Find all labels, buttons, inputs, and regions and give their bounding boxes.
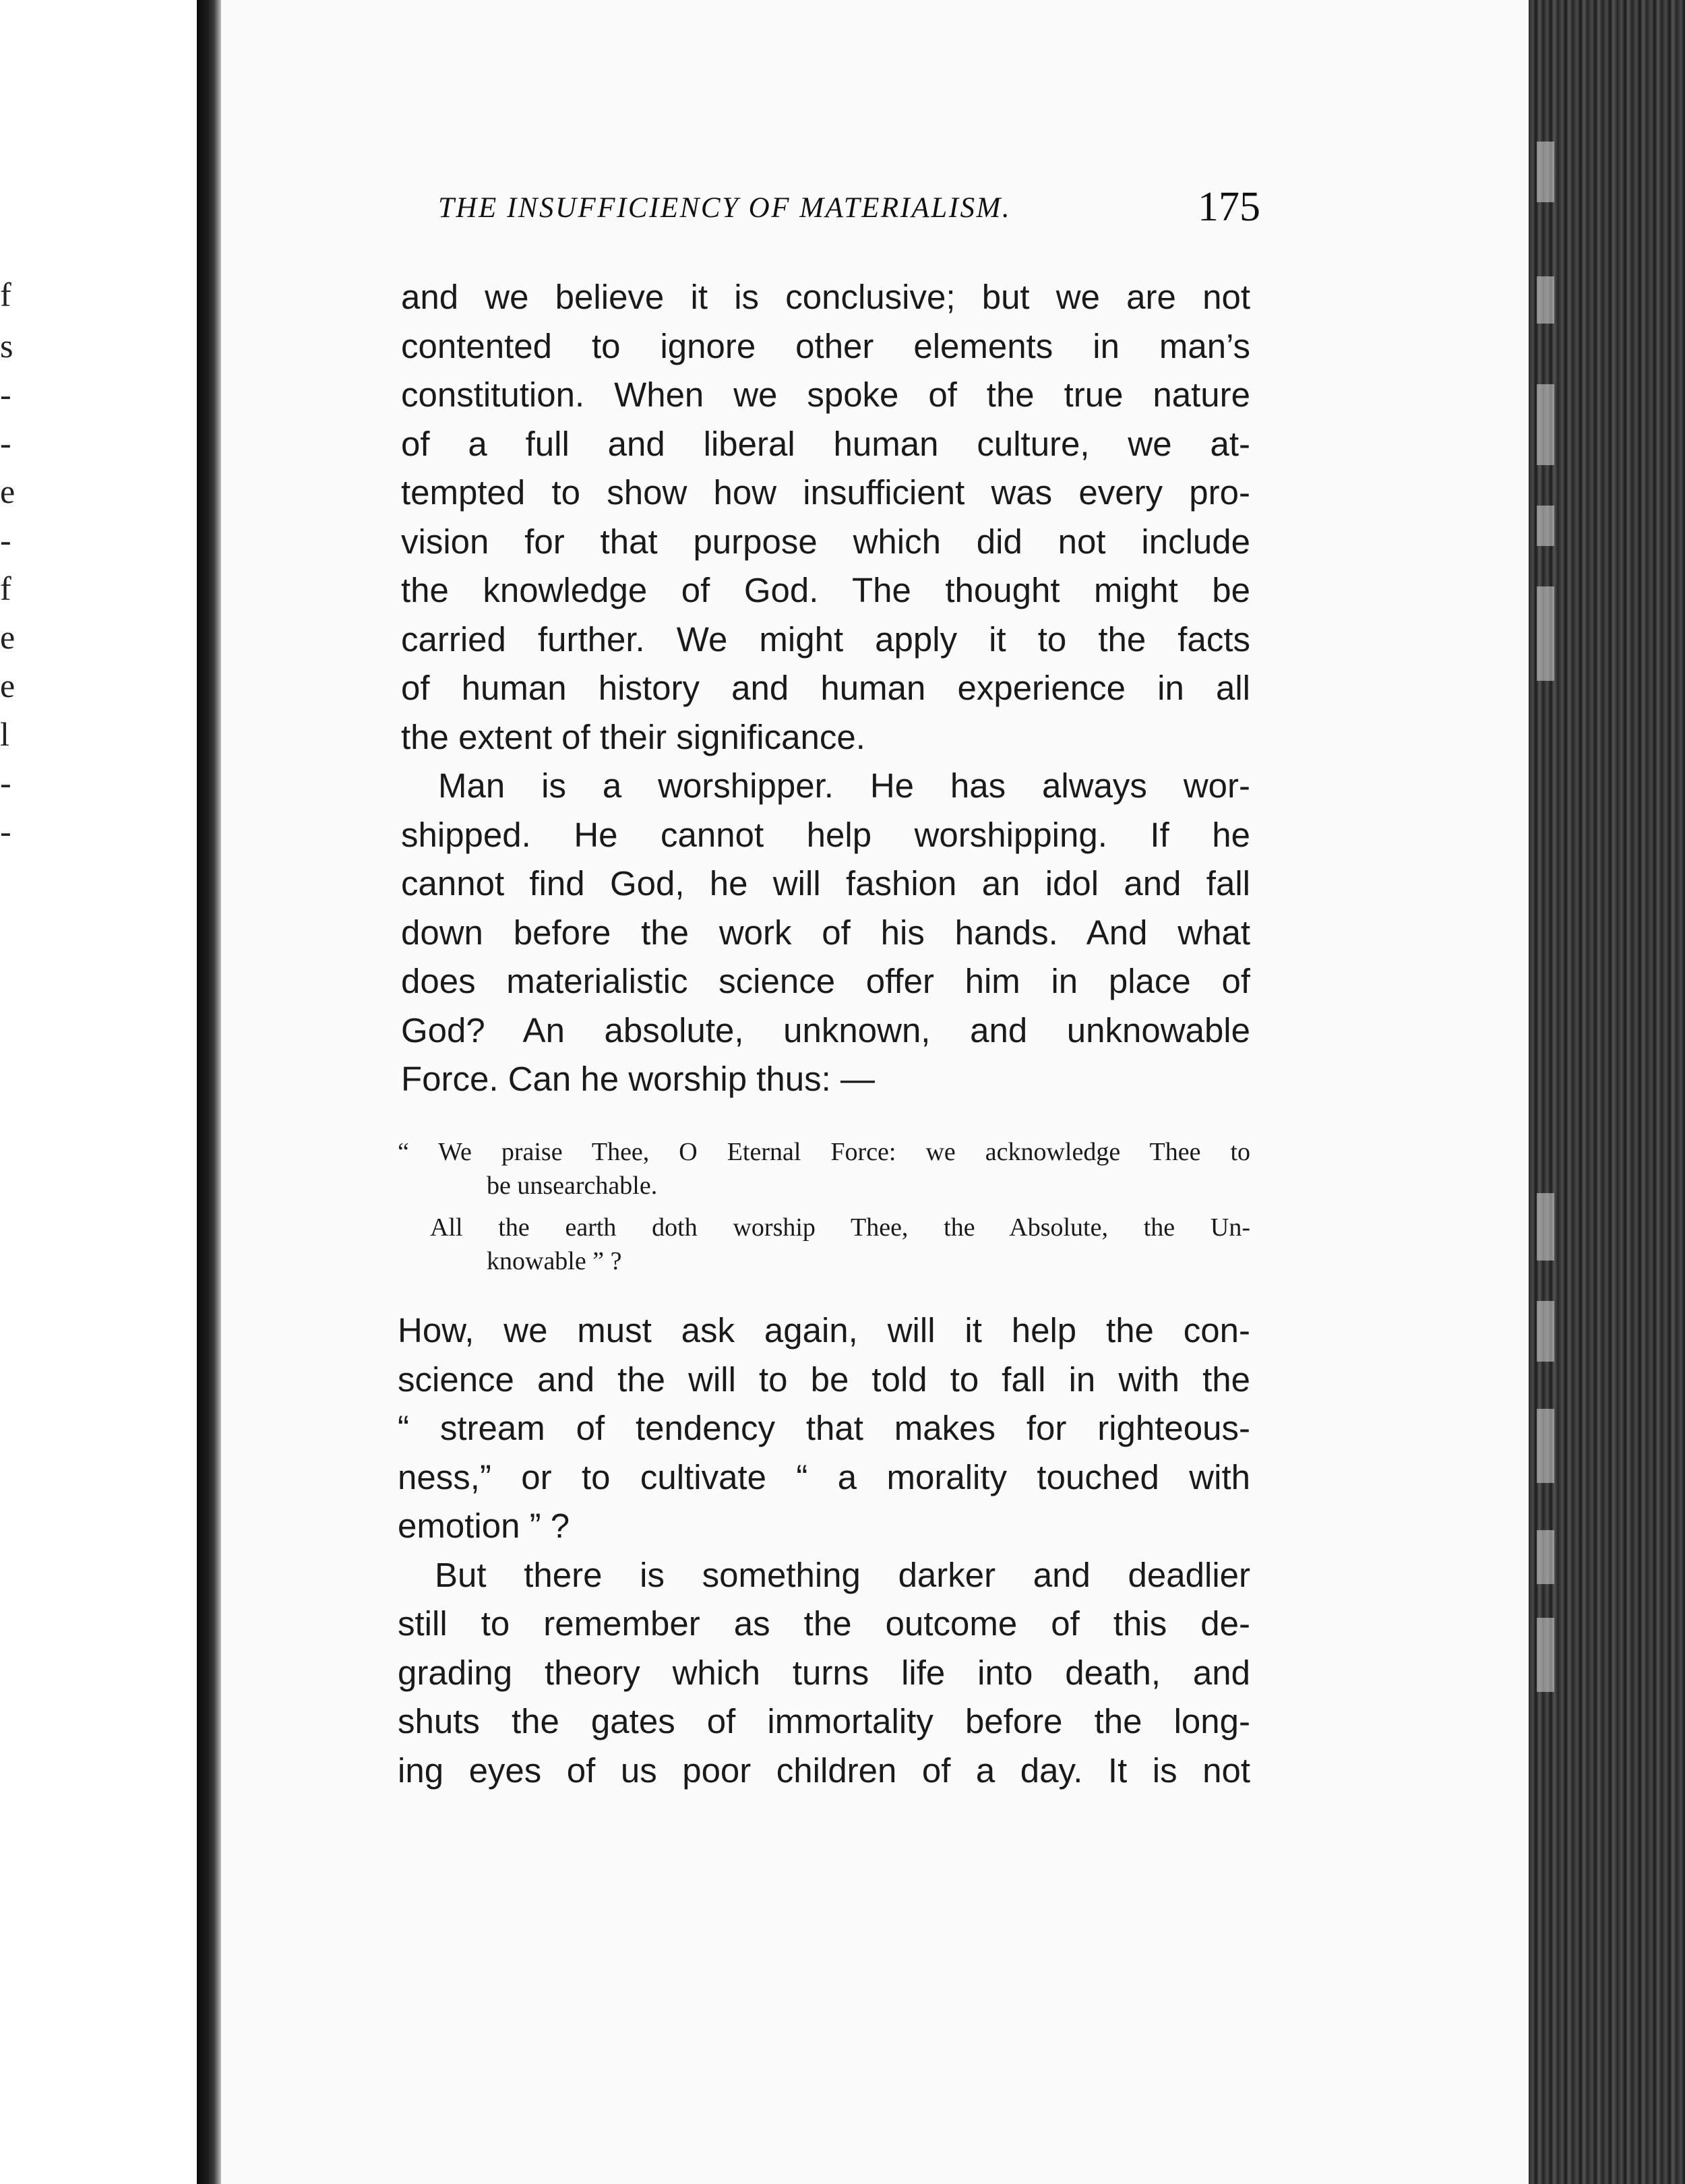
quote-line: knowable ” ? [487, 1247, 622, 1275]
page-number: 175 [1198, 184, 1260, 230]
margin-char: l [0, 715, 9, 753]
text-line: How, we must ask again, will it help the con- [398, 1311, 1250, 1349]
quote-line: “ We praise Thee, O Eternal Force: we acknowledge Thee to [398, 1138, 1250, 1166]
running-head-title: THE INSUFFICIENCY OF MATERIALISM. [438, 192, 1012, 224]
margin-char: f [0, 276, 11, 313]
running-head [438, 184, 1260, 241]
text-line: God? An absolute, unknown, and unknowable [401, 1010, 1250, 1050]
text-line: But there is something darker and deadlier [435, 1555, 1250, 1594]
text-line: emotion ” ? [398, 1507, 570, 1545]
text-line: science and the will to be told to fall in with the [398, 1360, 1250, 1399]
margin-char: s [0, 327, 13, 365]
facing-page-margin-text [0, 0, 20, 876]
text-line: tempted to show how insufficient was every pro- [401, 473, 1250, 512]
book-gutter [197, 0, 221, 2184]
text-line: ness,” or to cultivate “ a morality touched with [398, 1457, 1250, 1496]
text-line: shuts the gates of immortality before the long- [398, 1702, 1250, 1740]
text-line: vision for that purpose which did not include [401, 522, 1250, 561]
text-line: does materialistic science offer him in place of [401, 962, 1250, 1000]
text-line: cannot find God, he will fashion an idol and fall [401, 864, 1250, 903]
body-text [401, 273, 1250, 1104]
facing-page [0, 0, 206, 2184]
text-line: shipped. He cannot help worshipping. If he [401, 815, 1250, 854]
text-line: contented to ignore other elements in man’s [401, 326, 1250, 365]
text-line: carried further. We might apply it to the facts [401, 619, 1250, 659]
margin-char: - [0, 424, 11, 462]
text-line: down before the work of his hands. And what [401, 913, 1250, 952]
text-line: the extent of their significance. [401, 717, 865, 756]
text-line: “ stream of tendency that makes for righteous- [398, 1409, 1250, 1447]
margin-char: e [0, 473, 16, 510]
page-edge-marks [1537, 101, 1564, 1719]
text-line: the knowledge of God. The thought might be [401, 571, 1250, 609]
text-line: constitution. When we spoke of the true nature [401, 375, 1250, 414]
text-line: Man is a worshipper. He has always wor- [438, 766, 1250, 805]
quote-line: All the earth doth worship Thee, the Absolute, the Un- [430, 1213, 1250, 1242]
text-line: Force. Can he worship thus: — [401, 1060, 875, 1098]
margin-char: - [0, 764, 11, 801]
body-text-continued [398, 1306, 1250, 1795]
text-line: grading theory which turns life into death, and [398, 1653, 1250, 1692]
text-line: of human history and human experience in all [401, 669, 1250, 707]
quote-line: be unsearchable. [487, 1172, 658, 1200]
margin-char: - [0, 812, 11, 850]
text-line: and we believe it is conclusive; but we are not [401, 278, 1250, 316]
text-line: of a full and liberal human culture, we at- [401, 424, 1250, 463]
text-line: still to remember as the outcome of this de- [398, 1604, 1250, 1643]
text-line: ing eyes of us poor children of a day. It is not [398, 1751, 1250, 1790]
margin-char: - [0, 521, 11, 559]
margin-char: e [0, 667, 16, 704]
margin-char: - [0, 375, 11, 413]
margin-char: e [0, 618, 16, 656]
margin-char: f [0, 570, 11, 607]
verse-quotation [398, 1135, 1250, 1278]
